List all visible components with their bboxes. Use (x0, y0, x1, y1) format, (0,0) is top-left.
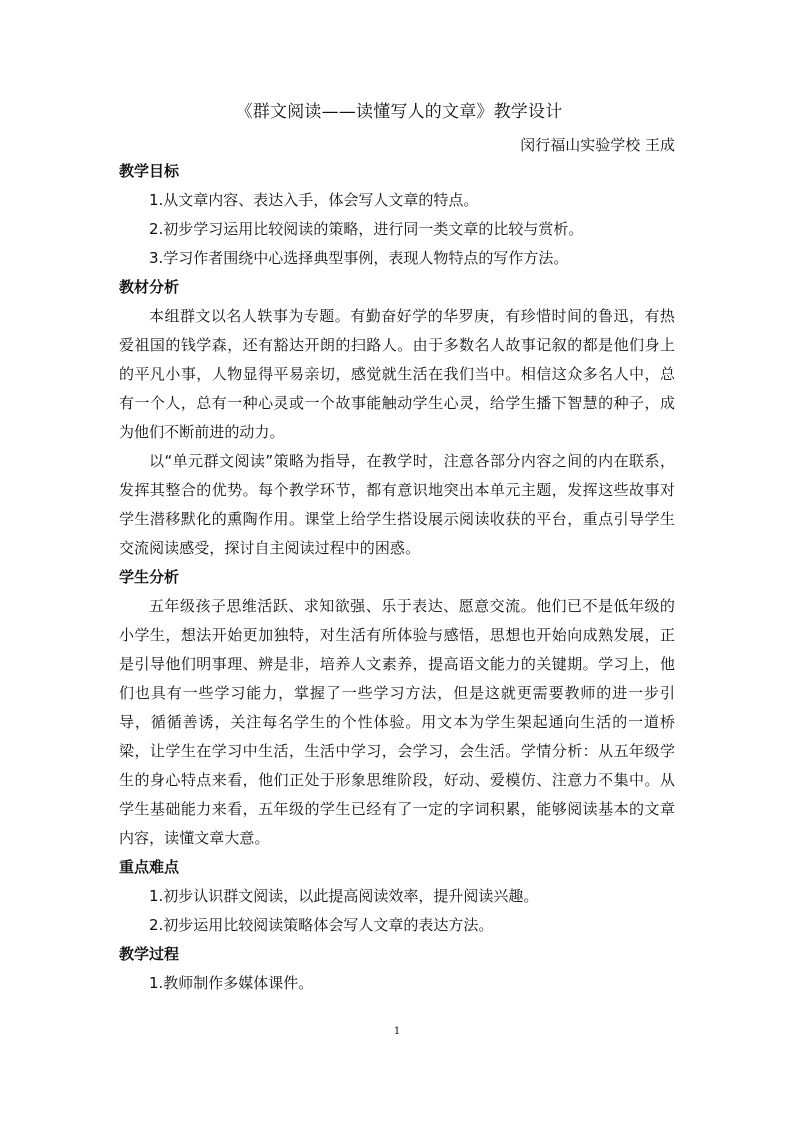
material-paragraph: 本组群文以名人轶事为专题。有勤奋好学的华罗庚，有珍惜时间的鲁迅，有热爱祖国的钱学森，还有豁达开朗的扫路人。由于多数名人故事记叙的都是他们身上的平凡小事，人物显得平易亲切，感觉就生活在我们当中。相信这众多名人中，总有一个人，总有一种心灵或一个故事能触动学生心灵，给学生播下智慧的种子，成为他们不断前进的动力。 (119, 307, 675, 441)
section-goals (119, 157, 675, 273)
section-material (119, 273, 675, 563)
section-process (119, 940, 675, 998)
goal-item: 3.学习作者围绕中心选择典型事例，表现人物特点的写作方法。 (149, 249, 569, 267)
section-heading: 教材分析 (119, 278, 180, 296)
material-paragraph: 以“单元群文阅读”策略为指导，在教学时，注意各部分内容之间的内在联系，发挥其整合的优势。每个教学环节，都有意识地突出本单元主题，发挥这些故事对学生潜移默化的熏陶作用。课堂上给学生搭设展示阅读收获的平台，重点引导学生交流阅读感受，探讨自主阅读过程中的困惑。 (119, 452, 675, 557)
process-item: 1.教师制作多媒体课件。 (149, 974, 314, 992)
section-heading: 教学目标 (119, 162, 180, 180)
section-heading: 学生分析 (119, 568, 180, 586)
focus-item: 1.初步认识群文阅读，以此提高阅读效率，提升阅读兴趣。 (149, 887, 539, 905)
page-number: 1 (393, 1026, 401, 1037)
section-heading: 重点难点 (119, 858, 180, 876)
section-focus (119, 853, 675, 940)
section-heading: 教学过程 (119, 945, 180, 963)
goal-item: 1.从文章内容、表达入手，体会写人文章的特点。 (149, 191, 479, 209)
students-paragraph: 五年级孩子思维活跃、求知欲强、乐于表达、愿意交流。他们已不是低年级的小学生，想法开始更加独特，对生活有所体验与感悟，思想也开始向成熟发展，正是引导他们明事理、辨是非，培养人文素养，提高语文能力的关键期。学习上，他们也具有一些学习能力，掌握了一些学习方法，但是这就更需要教师的进一步引导，循循善诱，关注每名学生的个性体验。用文本为学生架起通向生活的一道桥梁，让学生在学习中生活，生活中学习，会学习，会生活。学情分析：从五年级学生的身心特点来看，他们正处于形象思维阶段，好动、爱模仿、注意力不集中。从学生基础能力来看，五年级的学生已经有了一定的字词积累，能够阅读基本的文章内容，读懂文章大意。 (119, 597, 675, 847)
document-body (119, 100, 675, 998)
author-line: 闵行福山实验学校 王成 (520, 136, 675, 154)
focus-item: 2.初步运用比较阅读策略体会写人文章的表达方法。 (149, 916, 494, 934)
section-students (119, 563, 675, 853)
document-title: 《群文阅读——读懂写人的文章》教学设计 (235, 102, 563, 122)
goal-item: 2.初步学习运用比较阅读的策略，进行同一类文章的比较与赏析。 (149, 220, 584, 238)
